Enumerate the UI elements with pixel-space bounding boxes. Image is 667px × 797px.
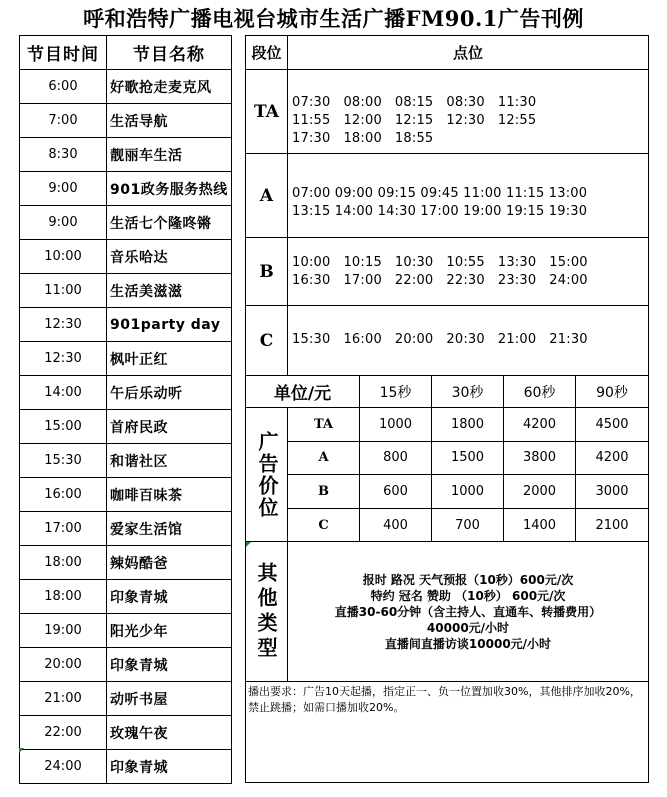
program-name: 和谐社区 <box>107 444 232 478</box>
slot-times <box>288 306 648 375</box>
program-time: 22:00 <box>20 716 107 750</box>
program-time: 18:00 <box>20 546 107 580</box>
schedule-row <box>20 342 232 376</box>
program-time: 6:00 <box>20 70 107 104</box>
program-time: 10:00 <box>20 240 107 274</box>
schedule-header-row <box>20 36 232 70</box>
program-time: 14:00 <box>20 376 107 410</box>
schedule-row <box>20 376 232 410</box>
program-name: 枫叶正红 <box>107 342 232 376</box>
program-name: 印象青城 <box>107 750 232 784</box>
price-cell: 600 <box>360 475 432 509</box>
schedule-row <box>20 546 232 580</box>
other-line: 报时 路况 天气预报（10秒）600元/次 <box>362 573 574 587</box>
segment-label: B <box>246 238 288 305</box>
schedule-row <box>20 580 232 614</box>
price-side-label: 广告价位 <box>246 408 288 542</box>
slot-times-text: 07:00 09:00 09:15 09:45 11:00 11:15 13:00 13:15 14:00 14:30 17:00 19:00 19:15 19:30 <box>292 186 588 219</box>
program-name: 动听书屋 <box>107 682 232 716</box>
program-name: 印象青城 <box>107 580 232 614</box>
duration-header: 30秒 <box>432 376 504 408</box>
price-cell: 3800 <box>504 442 576 476</box>
header-name: 节目名称 <box>107 36 232 70</box>
program-name: 901政务服务热线 <box>107 172 232 206</box>
segment-header: 段位 <box>246 36 288 69</box>
schedule-row <box>20 206 232 240</box>
slot-row-a <box>246 154 648 238</box>
price-cell: 2000 <box>504 475 576 509</box>
program-name: 首府民政 <box>107 410 232 444</box>
schedule-row <box>20 512 232 546</box>
schedule-row <box>20 648 232 682</box>
other-types-section <box>246 542 648 682</box>
program-name: 音乐哈达 <box>107 240 232 274</box>
program-time: 20:00 <box>20 648 107 682</box>
schedule-row <box>20 240 232 274</box>
segment-label: A <box>246 154 288 237</box>
schedule-row <box>20 444 232 478</box>
price-cell: 1000 <box>360 408 432 442</box>
schedule-row <box>20 138 232 172</box>
program-schedule-table <box>19 35 232 784</box>
price-cell: 4200 <box>504 408 576 442</box>
cell-marker <box>19 748 24 753</box>
slot-times-text: 07:30 08:00 08:15 08:30 11:30 11:55 12:00 12:15 12:30 12:55 17:30 18:00 18:55 <box>292 95 537 146</box>
program-time: 21:00 <box>20 682 107 716</box>
schedule-row <box>20 308 232 342</box>
program-name: 爱家生活馆 <box>107 512 232 546</box>
other-types-label: 其他类型 <box>246 542 288 682</box>
program-name: 901party day <box>107 308 232 342</box>
schedule-row <box>20 614 232 648</box>
price-segment: TA <box>288 408 360 442</box>
schedule-row <box>20 70 232 104</box>
ad-rate-panel <box>245 35 649 783</box>
program-name: 生活导航 <box>107 104 232 138</box>
program-time: 15:30 <box>20 444 107 478</box>
price-cell: 4500 <box>576 408 648 442</box>
price-table <box>246 376 648 542</box>
slot-times-text: 10:00 10:15 10:30 10:55 13:30 15:00 16:30 17:00 22:00 22:30 23:30 24:00 <box>292 255 588 288</box>
slot-times <box>288 70 648 153</box>
program-time: 12:30 <box>20 342 107 376</box>
program-time: 12:30 <box>20 308 107 342</box>
program-name: 阳光少年 <box>107 614 232 648</box>
price-cell: 4200 <box>576 442 648 476</box>
unit-label: 单位/元 <box>246 376 360 408</box>
schedule-row <box>20 172 232 206</box>
program-time: 8:30 <box>20 138 107 172</box>
program-name: 生活美滋滋 <box>107 274 232 308</box>
price-cell: 2100 <box>595 517 629 533</box>
price-cell: 1000 <box>432 475 504 509</box>
program-time: 9:00 <box>20 206 107 240</box>
program-name: 辣妈酷爸 <box>107 546 232 580</box>
slot-times <box>288 154 648 237</box>
schedule-row <box>20 104 232 138</box>
other-line: 特约 冠名 赞助 （10秒） 600元/次 <box>370 589 566 603</box>
slot-row-c <box>246 306 648 376</box>
program-time: 18:00 <box>20 580 107 614</box>
program-time: 9:00 <box>20 172 107 206</box>
duration-header: 15秒 <box>360 376 432 408</box>
program-time: 7:00 <box>20 104 107 138</box>
schedule-row <box>20 274 232 308</box>
price-segment: C <box>288 509 360 543</box>
segment-label: TA <box>246 70 288 153</box>
price-cell: 1400 <box>504 509 576 543</box>
program-name: 玫瑰午夜 <box>107 716 232 750</box>
other-line: 直播间直播访谈10000元/小时 <box>384 637 552 651</box>
program-time: 19:00 <box>20 614 107 648</box>
other-types-text <box>288 542 648 682</box>
broadcast-requirements: 播出要求：广告10天起播，指定正一、负一位置加收30%，其他排序加收20%，禁止跳播；如需口播加收20%。 <box>248 685 641 714</box>
point-header: 点位 <box>452 44 483 62</box>
program-time: 15:00 <box>20 410 107 444</box>
slot-times-text: 15:30 16:00 20:00 20:30 21:00 21:30 <box>292 332 588 347</box>
price-cell: 700 <box>432 509 504 543</box>
price-cell: 1500 <box>432 442 504 476</box>
schedule-row <box>20 750 232 784</box>
slot-header-row <box>246 36 648 70</box>
duration-header: 60秒 <box>504 376 576 408</box>
program-time: 16:00 <box>20 478 107 512</box>
price-cell: 400 <box>360 509 432 543</box>
program-name: 生活七个隆咚锵 <box>107 206 232 240</box>
program-name: 咖啡百味茶 <box>107 478 232 512</box>
price-segment: B <box>288 475 360 509</box>
program-time: 17:00 <box>20 512 107 546</box>
schedule-row <box>20 410 232 444</box>
program-name: 午后乐动听 <box>107 376 232 410</box>
segment-label: C <box>246 306 288 375</box>
price-cell: 800 <box>360 442 432 476</box>
schedule-row <box>20 682 232 716</box>
schedule-row <box>20 478 232 512</box>
other-line: 40000元/小时 <box>426 621 510 635</box>
program-name: 靓丽车生活 <box>107 138 232 172</box>
other-line: 直播30-60分钟（含主持人、直通车、转播费用） <box>334 605 602 619</box>
program-name: 好歌抢走麦克风 <box>107 70 232 104</box>
price-cell: 1800 <box>432 408 504 442</box>
program-name: 印象青城 <box>107 648 232 682</box>
slot-times <box>288 238 648 305</box>
program-time: 11:00 <box>20 274 107 308</box>
duration-header: 90秒 <box>576 376 648 408</box>
schedule-row <box>20 716 232 750</box>
price-segment: A <box>288 442 360 476</box>
price-cell: 3000 <box>576 475 648 509</box>
slot-row-b <box>246 238 648 306</box>
slot-row-ta <box>246 70 648 154</box>
program-time: 24:00 <box>20 750 107 784</box>
page-title: 呼和浩特广播电视台城市生活广播FM90.1广告刊例 <box>83 6 584 31</box>
header-time: 节目时间 <box>20 36 107 70</box>
